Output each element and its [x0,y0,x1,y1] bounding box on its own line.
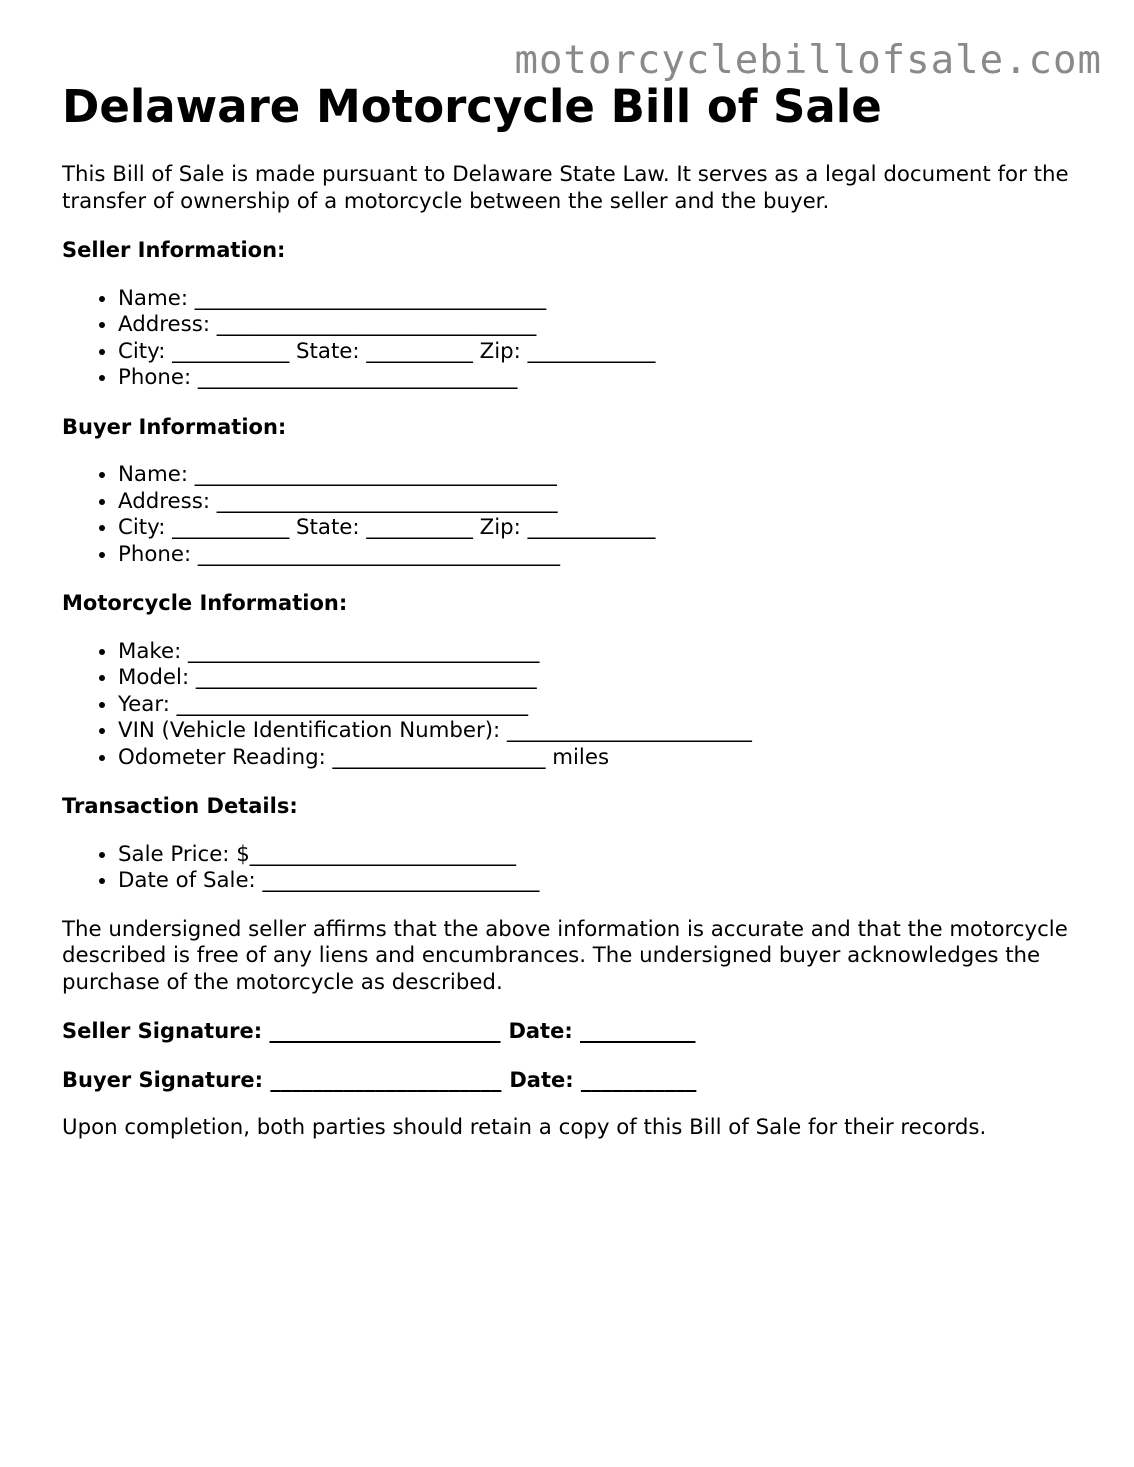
seller-city-state-zip-field[interactable]: • City: ___________ State: __________ Zip: ____________ [118,339,1082,366]
intro-paragraph: This Bill of Sale is made pursuant to Delaware State Law. It serves as a legal document for the transfer of ownership of a motorcycle between the seller and the buyer. [62,162,1069,214]
seller-section-heading: Seller Information: [62,238,286,262]
closing-note: Upon completion, both parties should retain a copy of this Bill of Sale for their records. [62,1115,987,1140]
buyer-address-field[interactable]: • Address: ________________________________ [118,489,1082,516]
buyer-fields-list [62,462,1082,568]
buyer-section-heading: Buyer Information: [62,414,287,439]
buyer-name-field[interactable]: • Name: __________________________________ [118,462,1082,489]
buyer-date-field[interactable]: Date: ___________ [509,1067,697,1092]
motorcycle-year-field[interactable]: • Year: _________________________________ [118,692,1082,719]
seller-signature-field[interactable]: Seller Signature: ______________________ [62,1019,501,1043]
page-title: Delaware Motorcycle Bill of Sale [62,80,882,133]
buyer-phone-field[interactable]: • Phone: __________________________________ [118,542,1082,569]
seller-signature-line [62,1018,1082,1045]
transaction-section-heading: Transaction Details: [62,794,298,818]
seller-fields-list [62,286,1082,392]
affirmation-paragraph: The undersigned seller affirms that the above information is accurate and that the motorcycle described is free of any liens and encumbrances. The undersigned buyer acknowledges the purchase of the motorcycle as described. [62,916,1068,995]
document-body [62,80,1082,1142]
seller-address-field[interactable]: • Address: ______________________________ [118,312,1082,339]
seller-name-field[interactable]: • Name: _________________________________ [118,286,1082,313]
seller-phone-field[interactable]: • Phone: ______________________________ [118,365,1082,392]
seller-date-field[interactable]: Date: ___________ [508,1019,696,1043]
motorcycle-model-field[interactable]: • Model: ________________________________ [118,665,1082,692]
buyer-signature-field[interactable]: Buyer Signature: ______________________ [62,1067,502,1092]
buyer-city-state-zip-field[interactable]: • City: ___________ State: __________ Zip: ____________ [118,515,1082,542]
motorcycle-section-heading: Motorcycle Information: [62,591,348,615]
motorcycle-make-field[interactable]: • Make: _________________________________ [118,639,1082,666]
buyer-signature-line [62,1067,1082,1094]
sale-date-field[interactable]: • Date of Sale: __________________________ [118,868,1082,895]
watermark: motorcyclebillofsale.com [514,38,1102,83]
motorcycle-fields-list [62,639,1082,772]
motorcycle-odometer-field[interactable]: • Odometer Reading: ____________________ miles [118,745,1082,772]
sale-price-field[interactable]: • Sale Price: $_________________________ [118,842,1082,869]
transaction-fields-list [62,842,1082,895]
motorcycle-vin-field[interactable]: • VIN (Vehicle Identification Number): _______________________ [118,718,1082,745]
